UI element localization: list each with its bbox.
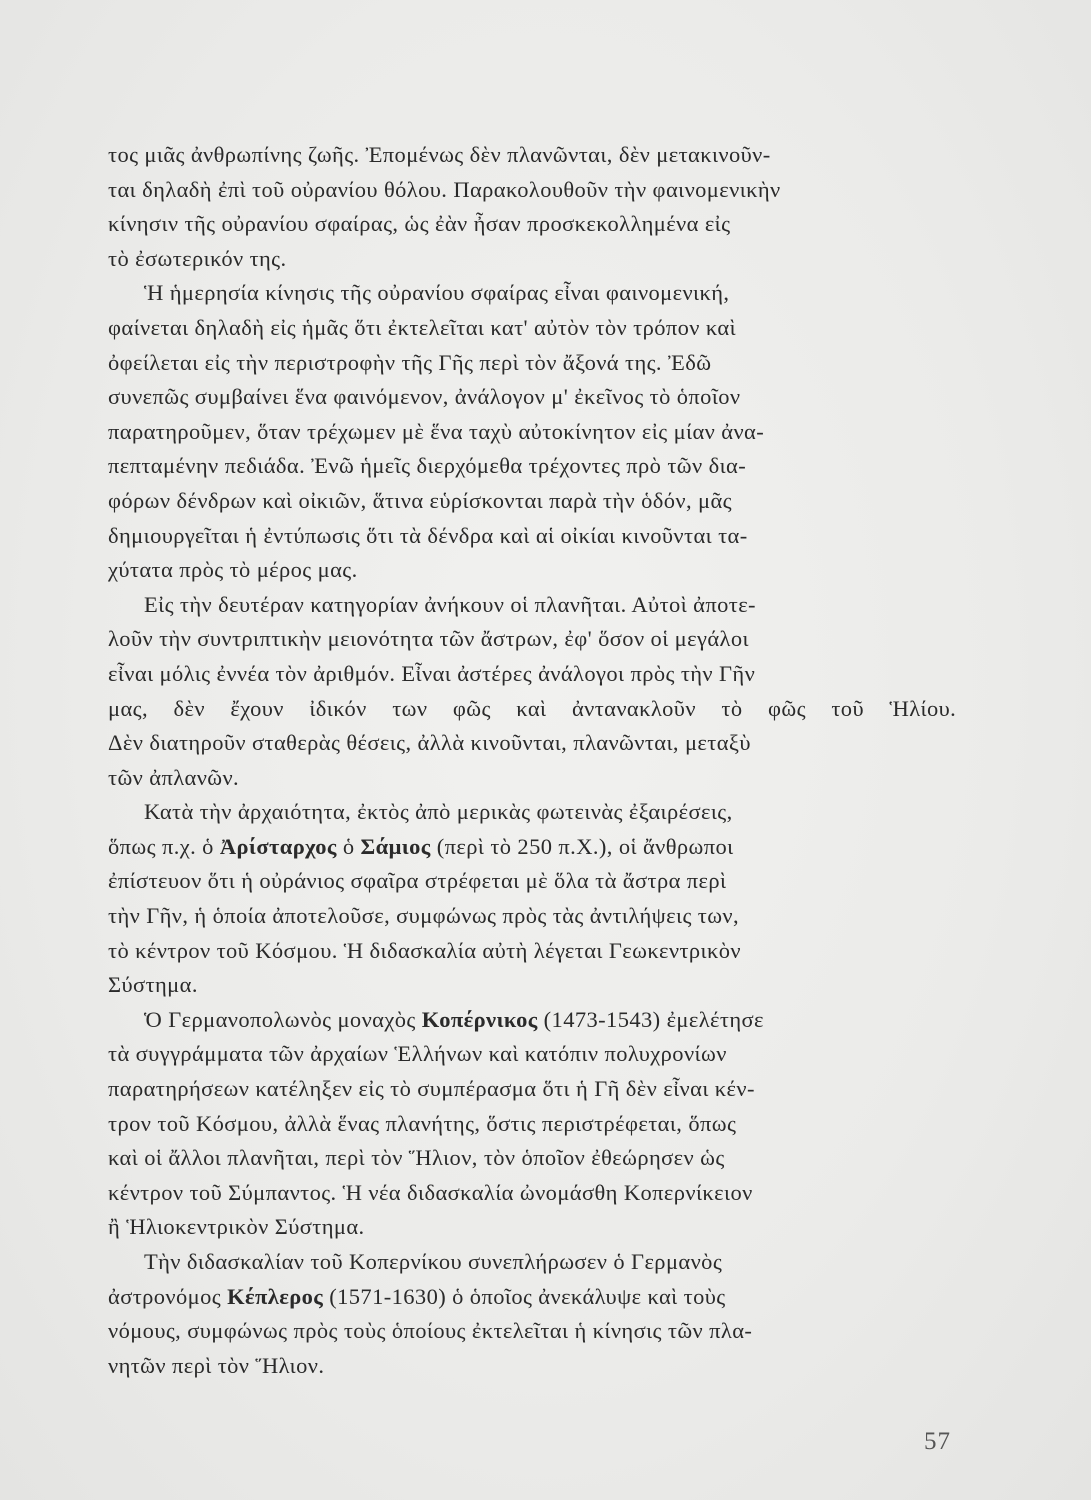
text-line: ται δηλαδὴ ἐπὶ τοῦ οὐρανίου θόλου. Παρακολουθοῦν τὴν φαινομενικὴν (108, 176, 781, 202)
text-line: Ὁ Γερμανοπολωνὸς μοναχὸς Κοπέρνικος (1473-1543) ἐμελέτησε (144, 1006, 764, 1032)
paragraph-6 (108, 1245, 956, 1383)
bold-name: Κέπλερος (227, 1283, 324, 1309)
text-line: πεπταμένην πεδιάδα. Ἐνῶ ἡμεῖς διερχόμεθα τρέχοντες πρὸ τῶν δια- (108, 453, 747, 479)
paragraph-5 (108, 1003, 956, 1245)
text-line: καὶ οἱ ἄλλοι πλανῆται, περὶ τὸν Ἥλιον, τὸν ὁποῖον ἐθεώρησεν ὡς (108, 1145, 725, 1171)
paragraph-3 (108, 588, 956, 796)
text-line: Εἰς τὴν δευτέραν κατηγορίαν ἀνήκουν οἱ πλανῆται. Αὐτοὶ ἀποτε- (144, 591, 756, 617)
text-line: τὴν Γῆν, ἡ ὁποία ἀποτελοῦσε, συμφώνως πρὸς τὰς ἀντιλήψεις των, (108, 903, 740, 929)
text-line: κίνησιν τῆς οὐρανίου σφαίρας, ὡς ἐὰν ἦσαν προσκεκολλημένα εἰς (108, 211, 731, 237)
text-line: ὅπως π.χ. ὁ Ἀρίσταρχος ὁ Σάμιος (περὶ τὸ 250 π.Χ.), οἱ ἄνθρωποι (108, 833, 734, 859)
text-line: δημιουργεῖται ἡ ἐντύπωσις ὅτι τὰ δένδρα καὶ αἱ οἰκίαι κινοῦνται τα- (108, 522, 748, 548)
bold-name: Σάμιος (360, 833, 431, 859)
text-line: τος μιᾶς ἀνθρωπίνης ζωῆς. Ἐπομένως δὲν πλανῶνται, δὲν μετακινοῦν- (108, 142, 771, 167)
text-line: τὰ συγγράμματα τῶν ἀρχαίων Ἑλλήνων καὶ κατόπιν πολυχρονίων (108, 1041, 727, 1067)
text-line: φόρων δένδρων καὶ οἰκιῶν, ἅτινα εὑρίσκονται παρὰ τὴν ὁδόν, μᾶς (108, 487, 732, 513)
paragraph-2 (108, 276, 956, 587)
text-line: μας, δὲν ἔχουν ἰδικόν των φῶς καὶ ἀντανακλοῦν τὸ φῶς τοῦ Ἡλίου. (108, 695, 957, 721)
text-line: Σύστημα. (108, 972, 198, 998)
text-line: φαίνεται δηλαδὴ εἰς ἡμᾶς ὅτι ἐκτελεῖται κατ' αὐτὸν τὸν τρόπον καὶ (108, 314, 737, 340)
text-line: κέντρον τοῦ Σύμπαντος. Ἡ νέα διδασκαλία ὠνομάσθη Κοπερνίκειον (108, 1179, 753, 1205)
bold-name: Ἀρίσταρχος (219, 833, 337, 859)
text-line: παρατηρήσεων κατέληξεν εἰς τὸ συμπέρασμα ὅτι ἡ Γῆ δὲν εἶναι κέν- (108, 1076, 755, 1102)
text-line: συνεπῶς συμβαίνει ἕνα φαινόμενον, ἀνάλογον μ' ἐκεῖνος τὸ ὁποῖον (108, 384, 741, 410)
text-line: νητῶν περὶ τὸν Ἥλιον. (108, 1352, 325, 1378)
paragraph-4 (108, 795, 956, 1003)
text-line: παρατηροῦμεν, ὅταν τρέχωμεν μὲ ἕνα ταχὺ αὐτοκίνητον εἰς μίαν ἀνα- (108, 418, 765, 444)
text-line: εἶναι μόλις ἐννέα τὸν ἀριθμόν. Εἶναι ἀστέρες ἀνάλογοι πρὸς τὴν Γῆν (108, 660, 756, 686)
text-line: ἀστρονόμος Κέπλερος (1571-1630) ὁ ὁποῖος ἀνεκάλυψε καὶ τοὺς (108, 1283, 726, 1309)
text-line: Κατὰ τὴν ἀρχαιότητα, ἐκτὸς ἀπὸ μερικὰς φωτεινὰς ἐξαιρέσεις, (144, 799, 733, 825)
text-line: ἢ Ἡλιοκεντρικὸν Σύστημα. (108, 1214, 365, 1240)
body-text (108, 138, 956, 1383)
bold-name: Κοπέρνικος (421, 1006, 538, 1032)
text-line: τὸ κέντρον τοῦ Κόσμου. Ἡ διδασκαλία αὐτὴ λέγεται Γεωκεντρικὸν (108, 937, 741, 963)
text-line: ὀφείλεται εἰς τὴν περιστροφὴν τῆς Γῆς περὶ τὸν ἄξονά της. Ἐδῶ (108, 349, 712, 375)
text-line: λοῦν τὴν συντριπτικὴν μειονότητα τῶν ἄστρων, ἐφ' ὅσον οἱ μεγάλοι (108, 626, 749, 652)
text-line: τὸ ἐσωτερικόν της. (108, 245, 287, 271)
paragraph-1 (108, 138, 956, 276)
text-line: Δὲν διατηροῦν σταθερὰς θέσεις, ἀλλὰ κινοῦνται, πλανῶνται, μεταξὺ (108, 730, 751, 756)
text-line: Ἡ ἡμερησία κίνησις τῆς οὐρανίου σφαίρας εἶναι φαινομενική, (144, 280, 730, 306)
text-line: Τὴν διδασκαλίαν τοῦ Κοπερνίκου συνεπλήρωσεν ὁ Γερμανὸς (144, 1249, 723, 1274)
text-line: τρον τοῦ Κόσμου, ἀλλὰ ἕνας πλανήτης, ὅστις περιστρέφεται, ὅπως (108, 1110, 737, 1136)
text-line: νόμους, συμφώνως πρὸς τοὺς ὁποίους ἐκτελεῖται ἡ κίνησις τῶν πλα- (108, 1318, 753, 1344)
page-number: 57 (924, 1428, 951, 1455)
text-line: χύτατα πρὸς τὸ μέρος μας. (108, 557, 358, 583)
text-line: ἐπίστευον ὅτι ἡ οὐράνιος σφαῖρα στρέφεται μὲ ὅλα τὰ ἄστρα περὶ (108, 868, 727, 894)
text-line: τῶν ἀπλανῶν. (108, 764, 240, 790)
